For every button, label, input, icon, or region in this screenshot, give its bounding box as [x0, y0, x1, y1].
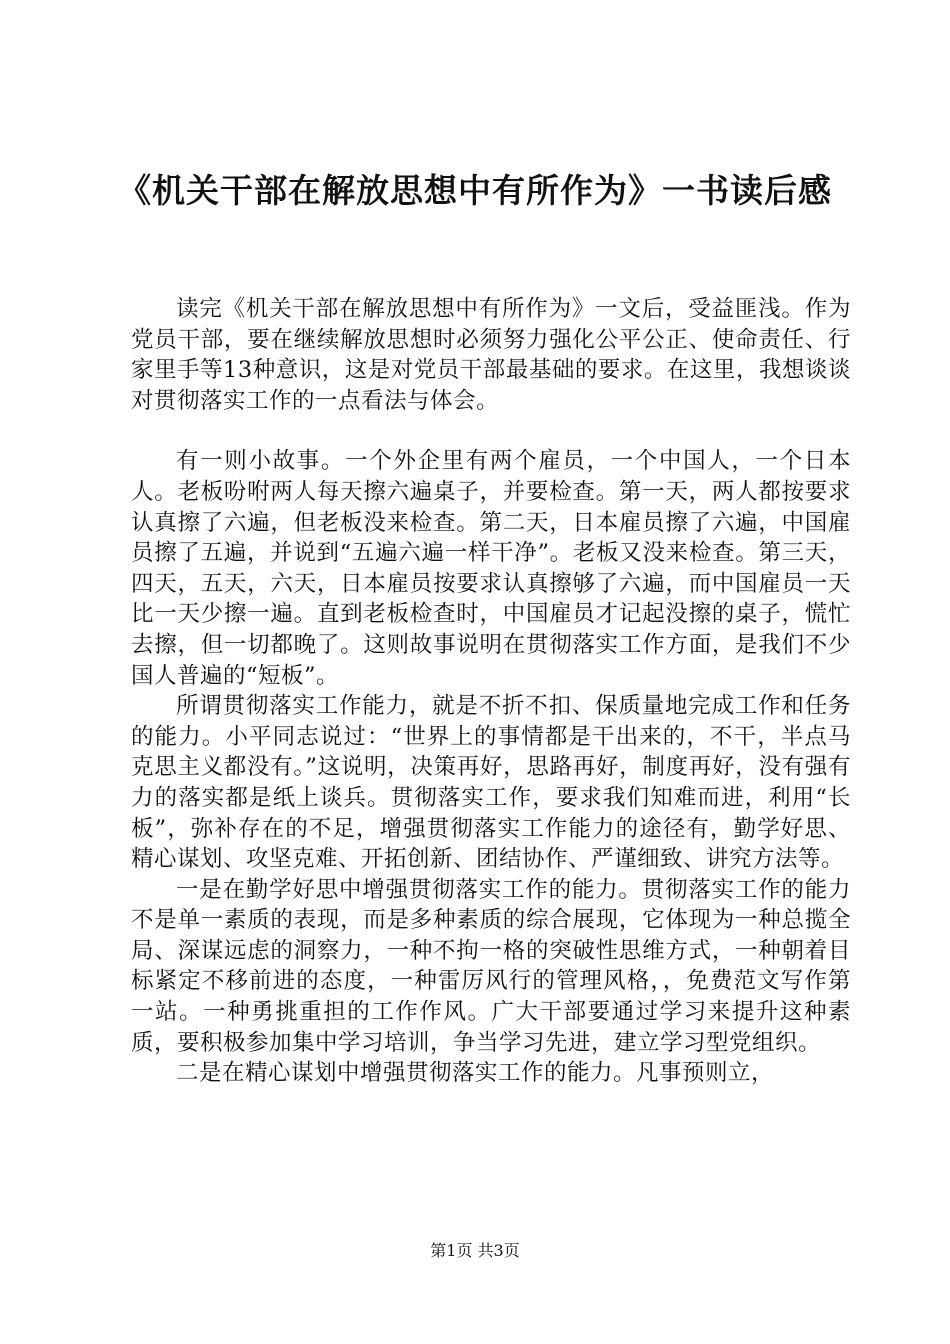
paragraph-intro: 读完《机关干部在解放思想中有所作为》一文后，受益匪浅。作为党员干部，要在继续解放思想时必须努力强化公平公正、使命责任、行家里手等13种意识，这是对党员干部最基础的要求。在这里，我想谈谈对贯彻落实工作的一点看法与体会。 — [131, 296, 851, 414]
paragraph-point-two: 二是在精心谋划中增强贯彻落实工作的能力。凡事预则立， — [176, 1060, 775, 1087]
paragraph-story: 有一则小故事。一个外企里有两个雇员，一个中国人，一个日本人。老板吩咐两人每天擦六遍桌子，并要检查。第一天，两人都按要求认真擦了六遍，但老板没来检查。第二天，日本雇员擦了六遍，中国雇员擦了五遍，并说到“五遍六遍一样干净”。老板又没来检查。第三天，四天，五天，六天，日本雇员按要求认真擦够了六遍，而中国雇员一天比一天少擦一遍。直到老板检查时，中国雇员才记起没擦的桌子，慌忙去擦，但一切都晚了。这则故事说明在贯彻落实工作方面，是我们不少国人普遍的“短板”。 — [131, 448, 851, 689]
paragraph-point-one: 一是在勤学好思中增强贯彻落实工作的能力。贯彻落实工作的能力不是单一素质的表现，而是多种素质的综合展现，它体现为一种总揽全局、深谋远虑的洞察力，一种不拘一格的突破性思维方式，一种朝着目标紧定不移前进的态度，一种雷厉风行的管理风格，，免费范文写作第一站。一种勇挑重担的工作作风。广大干部要通过学习来提升这种素质，要积极参加集中学习培训，争当学习先进，建立学习型党组织。 — [131, 876, 851, 1056]
page-footer: 第1页 共3页 — [430, 1241, 520, 1260]
document-body — [131, 294, 851, 1089]
document-title: 《机关干部在解放思想中有所作为》一书读后感 — [118, 171, 832, 210]
paragraph-definition: 所谓贯彻落实工作能力，就是不折不扣、保质量地完成工作和任务的能力。小平同志说过：“世界上的事情都是干出来的，不干，半点马克思主义都没有。”这说明，决策再好，思路再好，制度再好，没有强有力的落实都是纸上谈兵。贯彻落实工作，要求我们知难而进，利用“长板”，弥补存在的不足，增强贯彻落实工作能力的途径有，勤学好思、精心谋划、攻坚克难、开拓创新、团结协作、严谨细致、讲究方法等。 — [131, 693, 851, 873]
